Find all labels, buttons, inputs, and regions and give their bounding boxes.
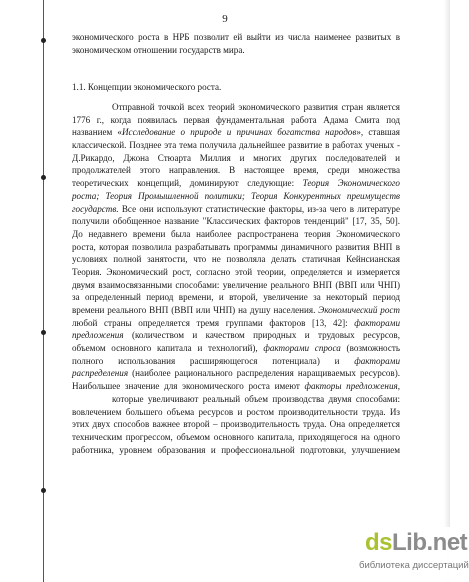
text-line: экономического роста в НРБ позволит ей выйти из числа наименее развитых в bbox=[72, 32, 400, 42]
text-line: роста; Теория Промышленной политики; Теория Конкурентных преимуществ bbox=[72, 190, 400, 201]
text-line: Д.Рикардо, Джона Стюарта Миллия и многих других последователей и bbox=[72, 152, 400, 163]
text-line: 1776 г., когда появилась первая фундаментальная работа Адама Смита под bbox=[72, 114, 400, 125]
text-line: Наибольшее значение для экономического роста имеют факторы предложения, bbox=[72, 381, 400, 392]
top-paragraph bbox=[72, 31, 400, 56]
margin-mark bbox=[41, 488, 46, 493]
text-line: получили обобщенное название "Классических факторов тенденций" [17, 35, 50]. bbox=[72, 216, 400, 227]
logo-wordmark bbox=[365, 529, 467, 557]
text-line: продолжателей этого направления. В настоящее время, среди множества bbox=[72, 165, 400, 176]
logo-subtitle: библиотека диссертаций bbox=[359, 560, 469, 571]
text-line: времени реального ВНП (ВВП или ЧНП) на душу населения. Экономический рост bbox=[72, 305, 400, 315]
text-line: До недавнего времени была наиболее распространена теория Экономического bbox=[72, 228, 400, 239]
text-line: Отправной точкой всех теорий экономического развития стран является bbox=[112, 102, 400, 112]
text-line: государств. Все они используют статистические факторы, из-за чего в литературе bbox=[72, 203, 400, 214]
section-title: 1.1. Концепции экономического роста. bbox=[72, 82, 222, 92]
dslib-logo[interactable] bbox=[352, 527, 469, 582]
text-line: этих двух способов важнее второй – производительность труда. Она определяется bbox=[72, 419, 400, 430]
margin-mark bbox=[41, 330, 46, 335]
logo-ds: ds bbox=[365, 529, 393, 556]
text-line: двумя взаимосвязанными способами: увеличение реального ВНП (ВВП или ЧНП) bbox=[72, 279, 400, 290]
text-line: вовлечением большего объема ресурсов и ростом производительности труда. Из bbox=[72, 406, 400, 417]
text-line: объемом основного капитала и технологий), факторами спроса (возможность bbox=[72, 343, 400, 354]
page-edge-shadow bbox=[444, 0, 450, 582]
text-line: распределения (наиболее рационального распределения наращиваемых ресурсов). bbox=[72, 368, 400, 379]
text-line: классической. Позднее эта тема получила дальнейшее развитие в работах ученых - bbox=[72, 140, 400, 151]
margin-mark bbox=[41, 38, 46, 43]
text-line: за определенный период времени, и второй, увеличение за некоторый период bbox=[72, 292, 400, 303]
left-margin-line bbox=[43, 0, 44, 582]
body-text bbox=[72, 101, 400, 456]
text-line: названием «Исследование о природе и причинах богатства народов», ставшая bbox=[72, 127, 400, 138]
text-line: работника, уровнем образования и профессиональной подготовки, улучшением bbox=[72, 444, 400, 455]
text-line: экономическом отношении государств мира. bbox=[72, 44, 245, 55]
text-line: роста, которая позволила разрабатывать программы динамичного развития ВНП в bbox=[72, 241, 400, 252]
logo-libnet: Lib.net bbox=[392, 529, 468, 556]
text-line: условиях полной занятости, что не позволяла делать статичная Кейнсианская bbox=[72, 254, 400, 265]
text-line: теоретических концепций, доминируют следующие: Теория Экономического bbox=[72, 178, 400, 189]
text-line: техническим прогрессом, объемом основного капитала, приходящегося на одного bbox=[72, 431, 400, 442]
text-line: любой страны определяется тремя группами факторов [13, 42]: факторами bbox=[72, 317, 400, 328]
text-line: полного использования расширяющегося потенциала) и факторами bbox=[72, 355, 400, 366]
text-line: предложения (количеством и качеством природных и трудовых ресурсов, bbox=[72, 330, 400, 341]
text-line: которые увеличивают реальный объем производства двумя способами: bbox=[112, 393, 400, 404]
text-line: Теория. Экономический рост, согласно этой теории, определяется и измеряется bbox=[72, 266, 400, 277]
margin-mark bbox=[41, 175, 46, 180]
page-number: 9 bbox=[222, 13, 228, 25]
